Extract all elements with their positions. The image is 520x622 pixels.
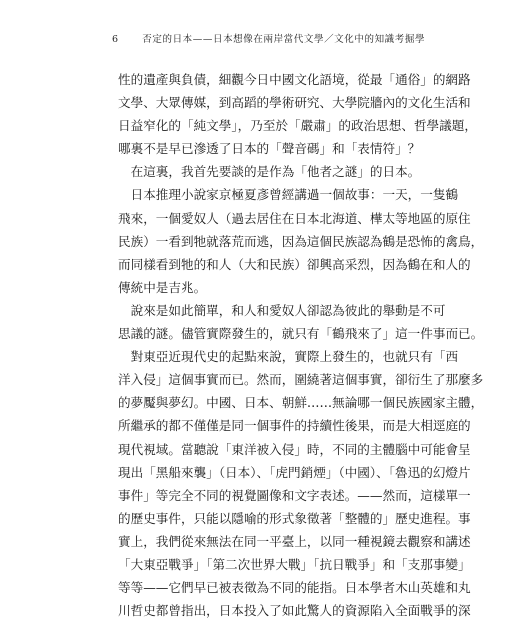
text-line: 川哲史都曾指出，日本投入了如此驚人的資源陷入全面戰爭的深 [118,603,471,619]
text-line: 「大東亞戰爭」「第二次世界大戰」「抗日戰爭」和「支那事變」 [118,556,471,572]
text-line: 民族）一看到牠就落荒而逃，因為這個民族認為鶴是恐怖的禽鳥， [118,233,484,249]
text-line: 文學、大眾傳媒，到高蹈的學術研究、大學院牆內的文化生活和 [118,95,471,111]
body-text [118,68,484,622]
running-header [112,31,425,45]
text-line: 洋入侵」這個事實而已。然而，圍繞著這個事實，卻衍生了那麼多 [118,372,484,388]
text-line: 思議的謎。儘管實際發生的，就只有「鶴飛來了」這一件事而已。 [118,326,484,342]
text-line: 而同樣看到牠的和人（大和民族）卻興高采烈，因為鶴在和人的 [118,256,471,272]
text-line: 日益窄化的「純文學」，乃至於「嚴肅」的政治思想、哲學議題， [118,118,477,134]
text-line: 現出「黑船來襲」（日本）、「虎門銷煙」（中國）、「魯迅的幻燈片 [118,464,471,480]
running-title: 否定的日本——日本想像在兩岸當代文學／文化中的知識考掘學 [142,34,426,45]
text-line: 性的遺產與負債，細觀今日中國文化語境，從最「通俗」的網路 [118,72,471,87]
text-line: 等等——它們早已被表徵為不同的能指。日本學者木山英雄和丸 [118,580,471,596]
text-line: 說來是如此簡單，和人和愛奴人卻認為彼此的舉動是不可 [118,302,446,318]
page-number: 6 [112,34,119,45]
text-line: 的夢魘與夢幻。中國、日本、朝鮮……無論哪一個民族國家主體， [118,395,484,411]
text-line: 對東亞近現代史的起點來說，實際上發生的，也就只有「西 [118,349,459,365]
text-line: 事件」等完全不同的視覺圖像和文字表述。——然而，這樣單一 [118,487,471,503]
text-line: 所繼承的都不僅僅是同一個事件的持續性後果，而是大相逕庭的 [118,418,471,434]
text-line: 在這裏，我首先要談的是作為「他者之謎」的日本。 [118,164,421,180]
text-line: 哪裏不是早已滲透了日本的「聲音碼」和「表情符」？ [118,141,421,157]
text-line: 日本推理小說家京極夏彥曾經講過一個故事：一天，一隻鶴 [118,187,459,203]
text-line: 的歷史事件，只能以隱喻的形式象徵著「整體的」歷史進程。事 [118,510,471,526]
text-line: 現代視域。當聽說「東洋被入侵」時，不同的主體腦中可能會呈 [118,441,471,457]
text-line: 傳統中是吉兆。 [118,279,207,295]
text-line: 飛來，一個愛奴人（過去居住在日本北海道、樺太等地區的原住 [118,210,471,226]
text-line: 實上，我們從來無法在同一平臺上，以同一種視鏡去觀察和講述 [118,533,471,549]
